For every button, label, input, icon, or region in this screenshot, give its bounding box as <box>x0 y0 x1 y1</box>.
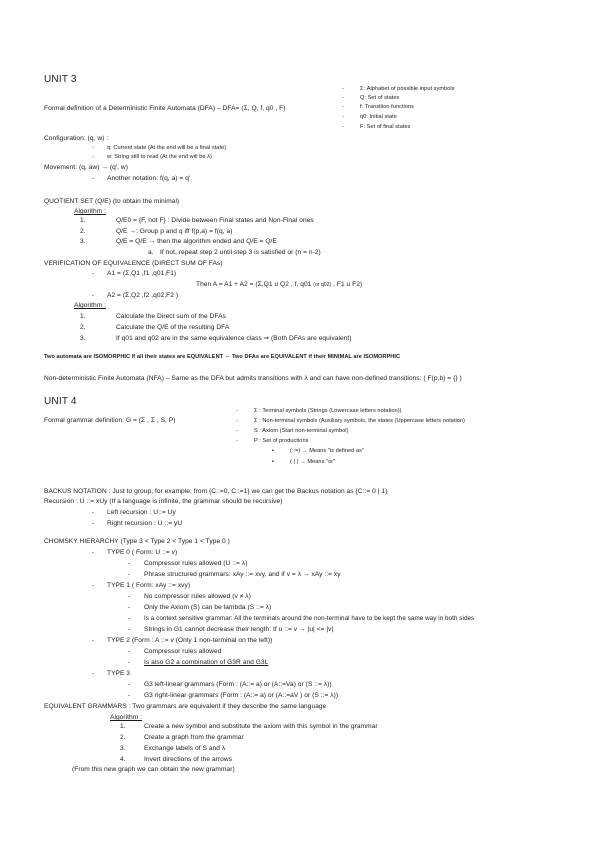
nfa-note: Non-deterministic Finite Automata (NFA) – Same as the DFA but admits transitions with λ and can have non-defined transitions: ( F(p,b) = {} ) <box>44 375 462 382</box>
bullet-dash: - <box>128 604 131 611</box>
quotient-substep: If not, repeat step 2 until step 3 is satisfied or (n = n-2) <box>160 249 321 256</box>
bullet-dash: - <box>236 428 238 434</box>
algorithm-label: Algorithm : <box>74 208 107 215</box>
bullet-dash: - <box>92 637 95 644</box>
direct-sum-definition <box>196 280 362 290</box>
grammar-note: P : Set of productions <box>254 438 309 444</box>
step-number: 3. <box>80 238 86 245</box>
isomorphic-note: Two automata are ISOMORPHIC if all their states are EQUIVALENT ⇔ Two DFAs are EQUIVALENT if their MINIMAL are ISOMORPHIC <box>44 354 401 360</box>
dfa-note: F: Set of final states <box>360 124 411 130</box>
type2-item: Compressor rules allowed <box>144 648 222 655</box>
configuration-item: q: Current state (At the end will be a final state) <box>107 145 227 151</box>
bullet-dash: - <box>128 560 131 567</box>
grammar-note: Σ : Terminal symbols (Strings (Lowercase letters notation)) <box>254 408 402 414</box>
step-number: 2. <box>120 734 126 741</box>
type0: TYPE 0 ( Form: U ::= v) <box>107 549 178 556</box>
equivalent-step: Exchange labels of S and λ <box>144 745 226 752</box>
quotient-step: Q/E0 = {F, not F} : Divide between Final states and Non-Final ones <box>116 217 314 224</box>
movement: Movement: (q, aw) → (q', w) <box>44 164 128 171</box>
type3: TYPE 3 <box>107 670 131 677</box>
recursion-item: Right recursion : U ::= yU <box>107 520 183 527</box>
verification-title: VERIFICATION OF EQUIVALENCE (DIRECT SUM OF FAs) <box>44 260 223 267</box>
dfa-note: Q: Set of states <box>360 95 400 101</box>
unit4-title: UNIT 4 <box>44 396 77 407</box>
bullet-dash: - <box>342 104 344 110</box>
dfa-note: q0: Initial state <box>360 114 397 120</box>
type3-item: G3 right-linear grammars (Form : (A::= a) or (A::=aV ) or (S ::= λ)) <box>144 692 339 699</box>
recursion: Recursion : U ::= xUy (If a language is infinite, the grammar should be recursive) <box>44 498 283 505</box>
bullet-dash: - <box>128 659 131 666</box>
step-number: 2. <box>80 228 86 235</box>
bullet-dash: - <box>92 582 95 589</box>
production-note: ( | ) → Means "or" <box>290 459 336 465</box>
bullet-dash: - <box>92 670 95 677</box>
verification-step: Calculate the Direct sum of the DFAs <box>116 313 226 320</box>
chomsky-title: CHOMSKY HIERARCHY (Type 3 < Type 2 < Type 1 < Type 0 ) <box>44 538 230 545</box>
bullet-dash: - <box>128 648 131 655</box>
backus-notation: BACKUS NOTATION : Just to group, for example, from {C::=0, C::=1} we can get the Backus notation as {C::= 0 | 1} <box>44 488 388 495</box>
bullet-dash: - <box>342 95 344 101</box>
algorithm-label: Algorithm : <box>110 714 143 721</box>
bullet-dash: - <box>92 145 94 151</box>
bullet-dash: - <box>92 549 95 556</box>
type0-item: Compressor rules allowed (U ::= λ) <box>144 560 248 567</box>
type2-item: Is also G2 a combination of G3R and G3L <box>144 659 269 666</box>
bullet-square: ▪ <box>272 459 274 465</box>
type1-item: Strings in G1 cannot decrease their length: If u ::= v → |u| <= |v| <box>144 626 334 633</box>
bullet-dash: - <box>92 154 94 160</box>
step-number: 1. <box>80 217 86 224</box>
production-note: (::=) → Means "is defined as" <box>290 448 364 454</box>
quotient-title: QUOTIENT SET (Q/E) (to obtain the minimal) <box>44 198 180 205</box>
bullet-dash: - <box>236 438 238 444</box>
verification-step: If q01 and q02 are in the same equivalence class ⇒ (Both DFAs are equivalent) <box>116 335 352 342</box>
bullet-dash: - <box>236 408 238 414</box>
type2: TYPE 2 (Form : A ::= v (Only 1 non-terminal on the left)) <box>107 637 273 644</box>
dfa-note: f: Transition functions <box>360 104 415 110</box>
type3-item: G3 left-linear grammars (Form : (A::= a) or (A::=Va) or (S ::= λ)) <box>144 681 332 688</box>
verification-step: Calculate the Q/E of the resulting DFA <box>116 324 230 331</box>
bullet-dash: - <box>92 270 95 277</box>
bullet-dash: - <box>128 615 131 622</box>
configuration: Configuration: (q, w) : <box>44 135 109 142</box>
grammar-note: S : Axiom (Start non-terminal symbol) <box>254 428 349 434</box>
bullet-dash: - <box>342 86 344 92</box>
bullet-dash: - <box>92 292 95 299</box>
grammar-note: Σ : Non-terminal symbols (Auxiliary symbols, the states (Uppercase letters notation) <box>254 418 465 424</box>
dfa-definition: Formal definition of a Deterministic Finite Automata (DFA) – DFA= (Σ, Q, f, q0 , F) <box>44 105 286 112</box>
automaton-a1: A1 = (Σ,Q1 ,f1 ,q01,F1) <box>107 270 177 277</box>
equivalent-grammars: EQUIVALENT GRAMMARS : Two grammars are equivalent if they describe the same language <box>44 703 327 710</box>
bullet-dash: - <box>128 571 131 578</box>
bullet-dash: - <box>128 692 131 699</box>
direct-sum-text: Then A = A1 + A2 = (Σ,Q1 u Q2 , f, q01 <box>196 281 312 288</box>
movement-item: Another notation: f(q, a) = q' <box>107 175 191 182</box>
step-number: 1. <box>80 313 86 320</box>
bullet-dash: - <box>236 418 238 424</box>
type1-item: No compressor rules allowed (v ≠ λ) <box>144 593 251 600</box>
quotient-step: Q/E = Q/E → then the algorithm ended and Q/E = Q/E <box>116 238 277 245</box>
step-number: 1. <box>120 723 126 730</box>
dfa-note: Σ: Alphabet of possible input symbols <box>360 86 455 92</box>
equivalent-step: Invert directions of the arrows <box>144 756 233 763</box>
equivalent-step: Create a new symbol and substitute the axiom with this symbol in the grammar <box>144 723 378 730</box>
algorithm-label: Algorithm : <box>74 302 107 309</box>
closing-note: (From this new graph we can obtain the new grammar) <box>72 766 235 773</box>
type1-item: Only the Axiom (S) can be lambda (S ::= λ) <box>144 604 272 611</box>
step-number: a. <box>148 249 154 256</box>
bullet-square: ▪ <box>272 448 274 454</box>
configuration-item: w: String still to read (At the end will be λ) <box>107 154 212 160</box>
direct-sum-note: (or q02) <box>313 282 332 288</box>
type0-item: Phrase structured grammars: xAy ::= xvy, and if v = λ → xAy ::= xy <box>144 571 341 578</box>
bullet-dash: - <box>128 593 131 600</box>
step-number: 2. <box>80 324 86 331</box>
bullet-dash: - <box>342 124 344 130</box>
bullet-dash: - <box>92 509 95 516</box>
unit3-title: UNIT 3 <box>44 74 77 85</box>
bullet-dash: - <box>92 175 95 182</box>
equivalent-step: Create a graph from the grammar <box>144 734 244 741</box>
bullet-dash: - <box>92 520 95 527</box>
grammar-definition: Formal grammar definition: G = (Σ , Σ , S, P) <box>44 417 176 424</box>
step-number: 3. <box>120 745 126 752</box>
bullet-dash: - <box>128 626 131 633</box>
bullet-dash: - <box>128 681 131 688</box>
type1: TYPE 1 ( Form: xAy ::= xvy) <box>107 582 191 589</box>
quotient-step: Q/E →: Group p and q iff f(p,a) = f(q, a) <box>116 228 233 235</box>
recursion-item: Left recursion : U::= Uy <box>107 509 176 516</box>
step-number: 3. <box>80 335 86 342</box>
automaton-a2: A2 = (Σ,Q2 ,f2 ,q02,F2 ) <box>107 292 179 299</box>
direct-sum-end: , F1 u F2) <box>333 281 363 288</box>
step-number: 4. <box>120 756 126 763</box>
type1-item: Is a context sensitive grammar: All the terminals around the non-terminal have to be kept the same way in both sides <box>144 615 475 622</box>
bullet-dash: - <box>342 114 344 120</box>
